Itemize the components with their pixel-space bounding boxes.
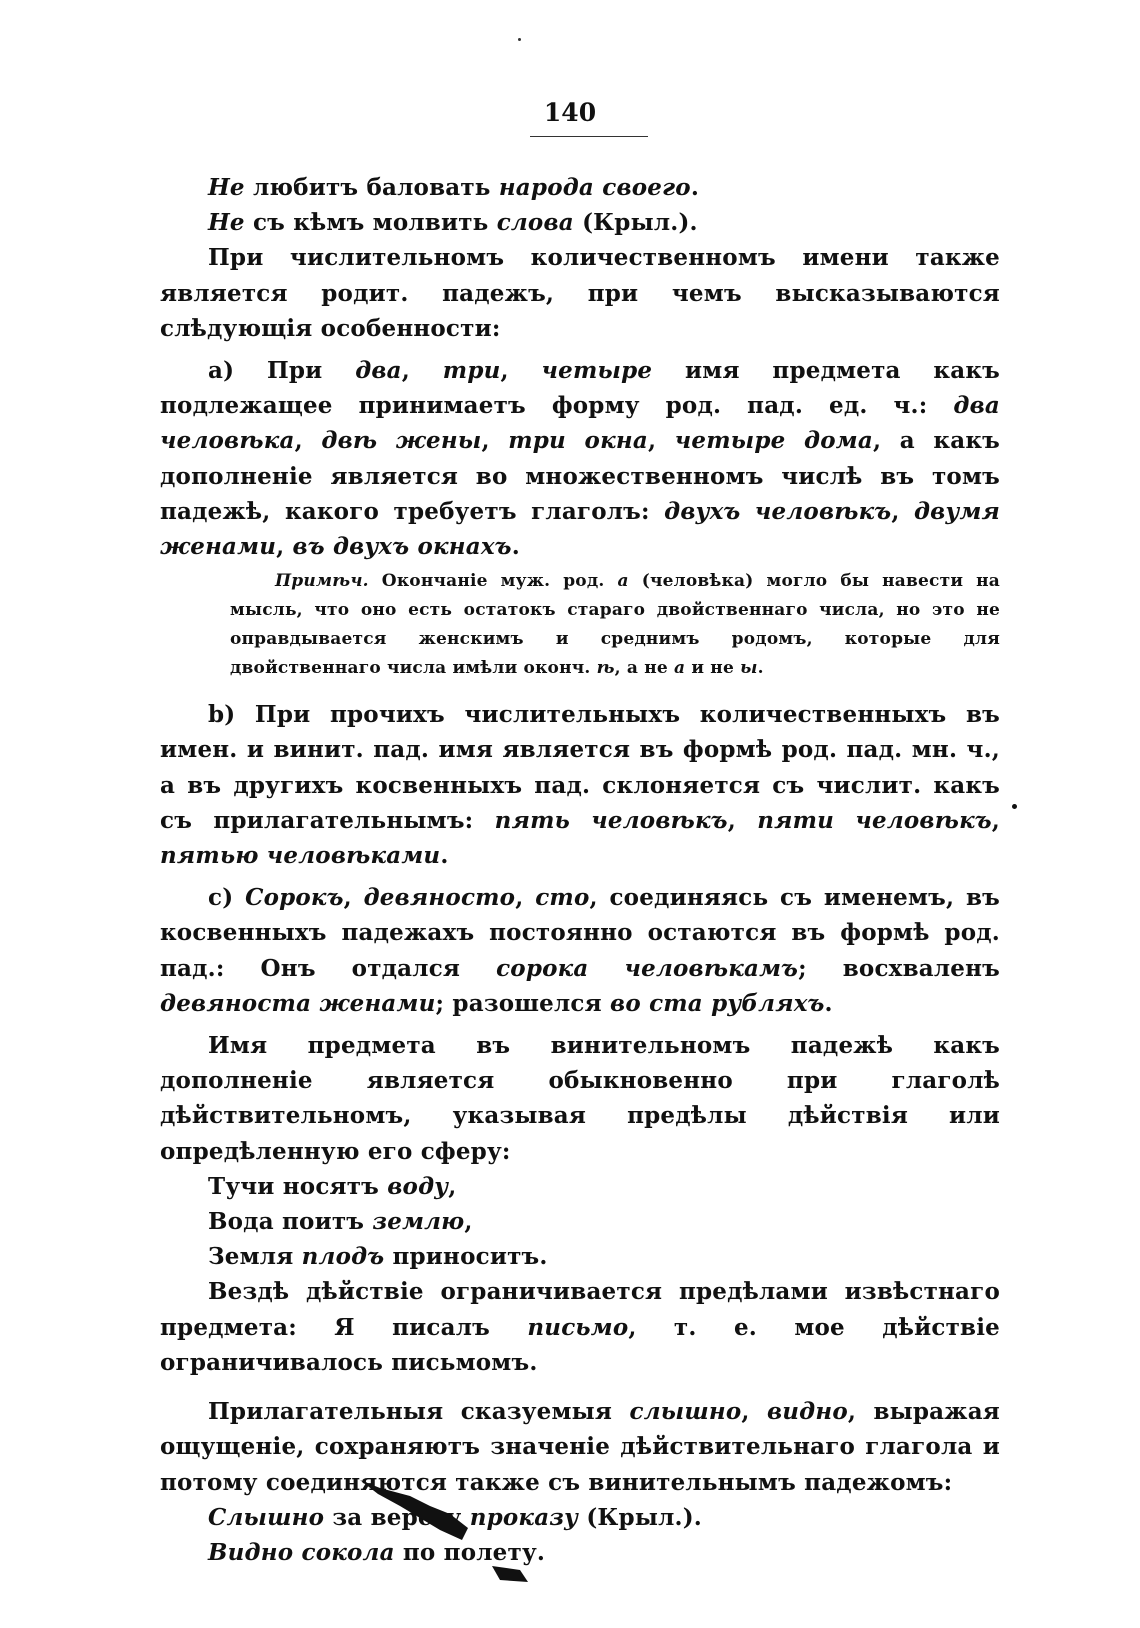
page-text — [160, 170, 1000, 1570]
page-number-underline — [530, 136, 648, 137]
quote-line: Не любитъ баловать народа своего. — [208, 174, 700, 201]
example-line: Видно сокола по полету. — [208, 1538, 546, 1566]
paragraph: Вездѣ дѣйствіе ограничивается предѣлами извѣстнаго предмета: Я писалъ письмо, т. е. мое дѣйствіе ограничивалось письмомъ. — [160, 1278, 1001, 1376]
paragraph-a: а) При два, три, четыре имя предмета какъ подлежащее принимаетъ форму род. пад. ед. ч.: два человѣка, двѣ жены, три окна, четыре дома, а какъ дополненіе является во множественномъ числѣ въ томъ падежѣ, какого требуетъ глаголъ: двухъ человѣкъ, двумя женами, въ двухъ окнахъ. — [160, 357, 1001, 561]
footnote: Примѣч. Окончаніе муж. род. а (человѣка) могло бы навести на мысль, что оно есть остатокъ стараго двойственнаго числа, но это не оправдывается женскимъ и среднимъ родомъ, которые для двойственнаго числа имѣли оконч. ѣ, а не а и не ы. — [230, 571, 1001, 679]
verse-line: Вода поитъ землю, — [208, 1208, 473, 1236]
paragraph: Имя предмета въ винительномъ падежѣ какъ дополненіе является обыкновенно при глаголѣ дѣйствительномъ, указывая предѣлы дѣйствія или опредѣленную его сферу: — [160, 1032, 1000, 1165]
scan-smudge — [350, 1470, 550, 1590]
page-number: 140 — [543, 98, 597, 127]
quote-line: Не съ кѣмъ молвить слова (Крыл.). — [208, 209, 698, 237]
scan-dot — [518, 38, 521, 41]
paragraph-b: b) При прочихъ числительныхъ количественныхъ въ имен. и винит. пад. имя является въ формѣ род. пад. мн. ч., а въ другихъ косвенныхъ пад. склоняется съ числит. какъ съ прилагательнымъ: пять человѣкъ, пяти человѣкъ, пятью человѣками. — [160, 701, 1000, 870]
paragraph-c: с) Сорокъ, девяносто, сто, соединяясь съ именемъ, въ косвенныхъ падежахъ постоянно остаются въ формѣ род. пад.: Онъ отдался сорока человѣкамъ; восхваленъ девяноста женами; разошелся во ста рубляхъ. — [160, 884, 1000, 1017]
paragraph: При числительномъ количественномъ имени также является родит. падежъ, при чемъ высказываются слѣдующія особенности: — [160, 244, 1000, 342]
verse-line: Тучи носятъ воду, — [208, 1172, 457, 1200]
verse-line: Земля плодъ приноситъ. — [208, 1243, 548, 1271]
example-line: Слышно за версту проказу (Крыл.). — [208, 1503, 703, 1531]
scan-dot — [1012, 804, 1017, 809]
paragraph: Прилагательныя сказуемыя слышно, видно, выражая ощущеніе, сохраняютъ значеніе дѣйствительнаго глагола и потому соединяются также съ винительнымъ падежомъ: — [160, 1398, 1000, 1496]
